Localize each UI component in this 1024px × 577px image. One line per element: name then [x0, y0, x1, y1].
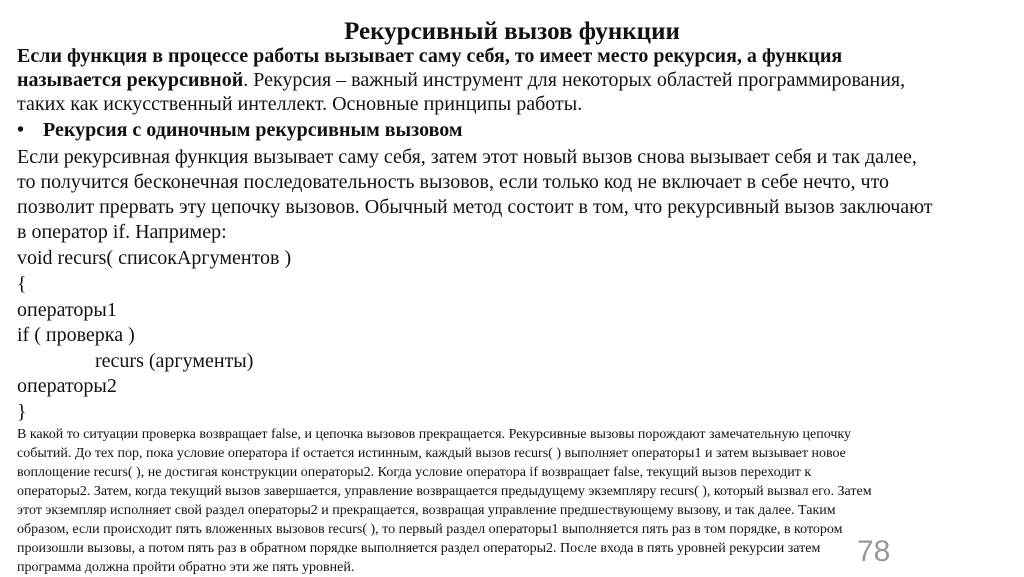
paragraph-line-3: позволит прервать эту цепочку вызовов. Обычный метод состоит в том, что рекурсивный вызов заключают [17, 196, 933, 218]
explanation-line-3: воплощение recurs( ), не достигая конструкции операторы2. Когда условие оператора if возвращает false, текущий вызов переходит к [17, 465, 812, 480]
bullet-item [17, 118, 462, 142]
explanation-line-6: образом, если происходит пять вложенных вызовов recurs( ), то первый раздел операторы1 выполняется пять раз в том порядке, в котором [17, 522, 843, 537]
code-line-5: recurs (аргументы) [95, 350, 254, 372]
bullet-text: Рекурсия с одиночным рекурсивным вызовом [43, 119, 463, 141]
explanation-line-2: событий. До тех пор, пока условие оператора if остается истинным, каждый вызов recurs( ) выполняет операторы1 и затем вызывает новое [17, 446, 846, 461]
paragraph-line-1: Если рекурсивная функция вызывает саму себя, затем этот новый вызов снова вызывает себя и так далее, [17, 146, 917, 168]
code-line-7: } [17, 401, 27, 423]
page-number: 78 [857, 535, 891, 568]
code-line-2: { [17, 273, 27, 295]
code-line-3: операторы1 [17, 299, 117, 321]
explanation-line-5: этот экземпляр исполняет свой раздел операторы2 и прекращается, возвращая управление предшествующему вызову, и так далее. Таким [17, 503, 836, 518]
bullet-marker: • [17, 119, 25, 141]
slide-title: Рекурсивный вызов функции [344, 18, 680, 45]
paragraph-line-2: то получится бесконечная последовательность вызовов, если только код не включает в себе нечто, что [17, 171, 890, 193]
intro-bold-term: называется рекурсивной [17, 69, 244, 91]
code-line-1: void recurs( списокАргументов ) [17, 247, 292, 269]
explanation-line-1: В какой то ситуации проверка возвращает false, и цепочка вызовов прекращается. Рекурсивные вызовы порождают замечательную цепочку [17, 427, 851, 442]
explanation-line-8: программа должна пройти обратно эти же пять уровней. [17, 560, 355, 575]
code-line-6: операторы2 [17, 375, 117, 397]
intro-line-2 [17, 68, 905, 92]
intro-line-2-rest: . Рекурсия – важный инструмент для некоторых областей программирования, [243, 69, 906, 91]
intro-line-3: таких как искусственный интеллект. Основные принципы работы. [17, 93, 583, 115]
explanation-line-7: произошли вызовы, а потом пять раз в обратном порядке выполняется раздел операторы2. После входа в пять уровней рекурсии затем [17, 541, 821, 556]
intro-line-1: Если функция в процессе работы вызывает саму себя, то имеет место рекурсия, а функция [17, 45, 843, 67]
code-line-4: if ( проверка ) [17, 324, 135, 346]
explanation-line-4: операторы2. Затем, когда текущий вызов завершается, управление возвращается предыдущему экземпляру recurs( ), который вызвал его. Затем [17, 484, 872, 499]
paragraph-line-4: в оператор if. Например: [17, 221, 227, 243]
